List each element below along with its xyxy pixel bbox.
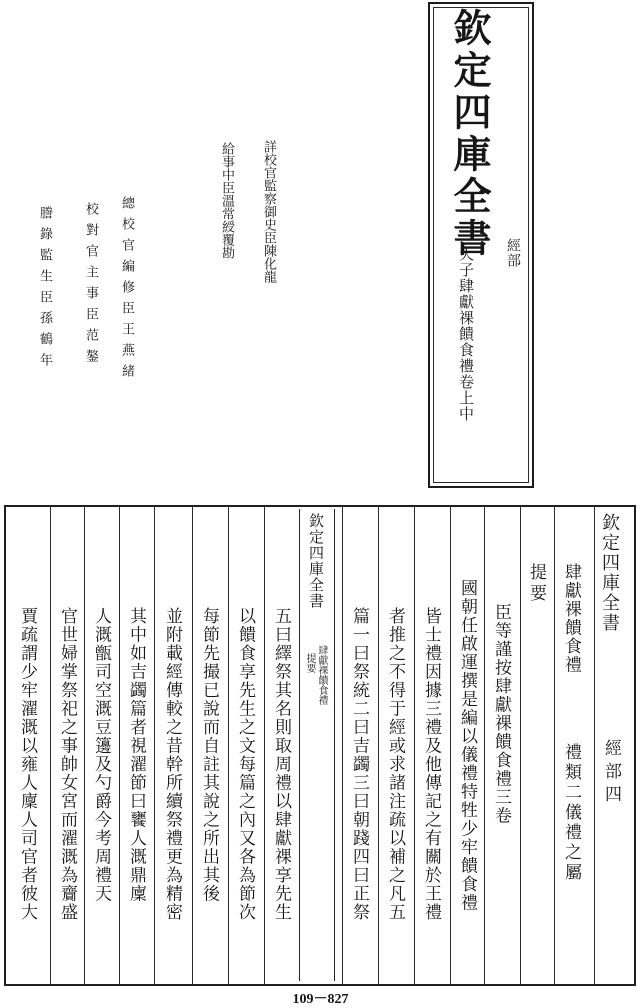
title-page [0,0,641,492]
column-rule [520,507,521,984]
text-column: 皆士禮因據三禮及他傳記之有關於王禮 [421,607,441,922]
section-label: 經部 [505,238,521,268]
preface-page [4,505,636,986]
column-rule [554,507,555,984]
page-number: 109－827 [292,992,349,1007]
center-note: 提要 [304,653,315,673]
text-column: 人溉甑司空溉豆籩及勺爵今考周禮天 [91,607,111,903]
main-title: 欽定四庫全書 [447,8,492,260]
column-rule [378,507,379,984]
column-rule [119,507,120,984]
text-column: 臣等謹按肆獻祼饋食禮三卷 [491,603,511,825]
staff-line: 謄錄監生臣孫鶴年 [37,206,52,374]
center-strip [299,509,335,981]
book-title: 肆獻祼饋食禮 [561,563,581,674]
column-rule [414,507,415,984]
column-rule [192,507,193,984]
text-column: 五曰繹祭其名則取周禮以肆獻祼享先生 [271,607,291,922]
text-column: 國朝任啟運撰是編以儀禮特牲少牢饋食禮 [457,579,477,912]
heading: 提要 [526,563,546,605]
column-rule [484,507,485,984]
header-section: 經部四 [601,739,621,808]
column-rule [594,507,595,984]
text-column: 賈疏謂少牢濯溉以雍人廩人司官者彼大 [17,607,37,922]
column-rule [450,507,451,984]
staff-line: 詳校官監察御史臣陳化龍 [261,140,276,283]
staff-line: 總校官編修臣王燕緒 [119,196,134,385]
header-title: 欽定四庫全書 [599,513,620,633]
text-column: 者推之不得于經或求諸注疏以補之凡五 [385,607,405,922]
column-rule [228,507,229,984]
book-title: 天子肆獻祼饋食禮卷上中 [457,246,475,422]
category-label: 禮類二儀禮之屬 [561,743,581,883]
column-rule [154,507,155,984]
text-column: 並附載經傳較之昔幹所續祭禮更為精密 [162,607,182,922]
staff-line: 給事中臣溫常綬覆勘 [219,142,234,259]
center-subtitle: 肆獻祼饋食禮 [316,645,327,705]
column-rule [342,507,343,984]
text-column: 篇一曰祭統二曰吉蠲三曰朝踐四曰正祭 [349,607,369,922]
text-column: 以饋食享先生之文每篇之內又各為節次 [235,607,255,922]
column-rule [264,507,265,984]
center-title: 欽定四庫全書 [307,513,325,609]
text-column: 每節先撮已說而自註其說之所出其後 [199,607,219,903]
text-column: 官世婦掌祭祀之事帥女宮而濯溉為齎盛 [57,607,77,922]
text-column: 其中如吉蠲篇者視濯節曰饔人溉鼎廩 [126,607,146,903]
column-rule [50,507,51,984]
column-rule [84,507,85,984]
staff-line: 校對官主事臣范鏊 [83,202,98,370]
